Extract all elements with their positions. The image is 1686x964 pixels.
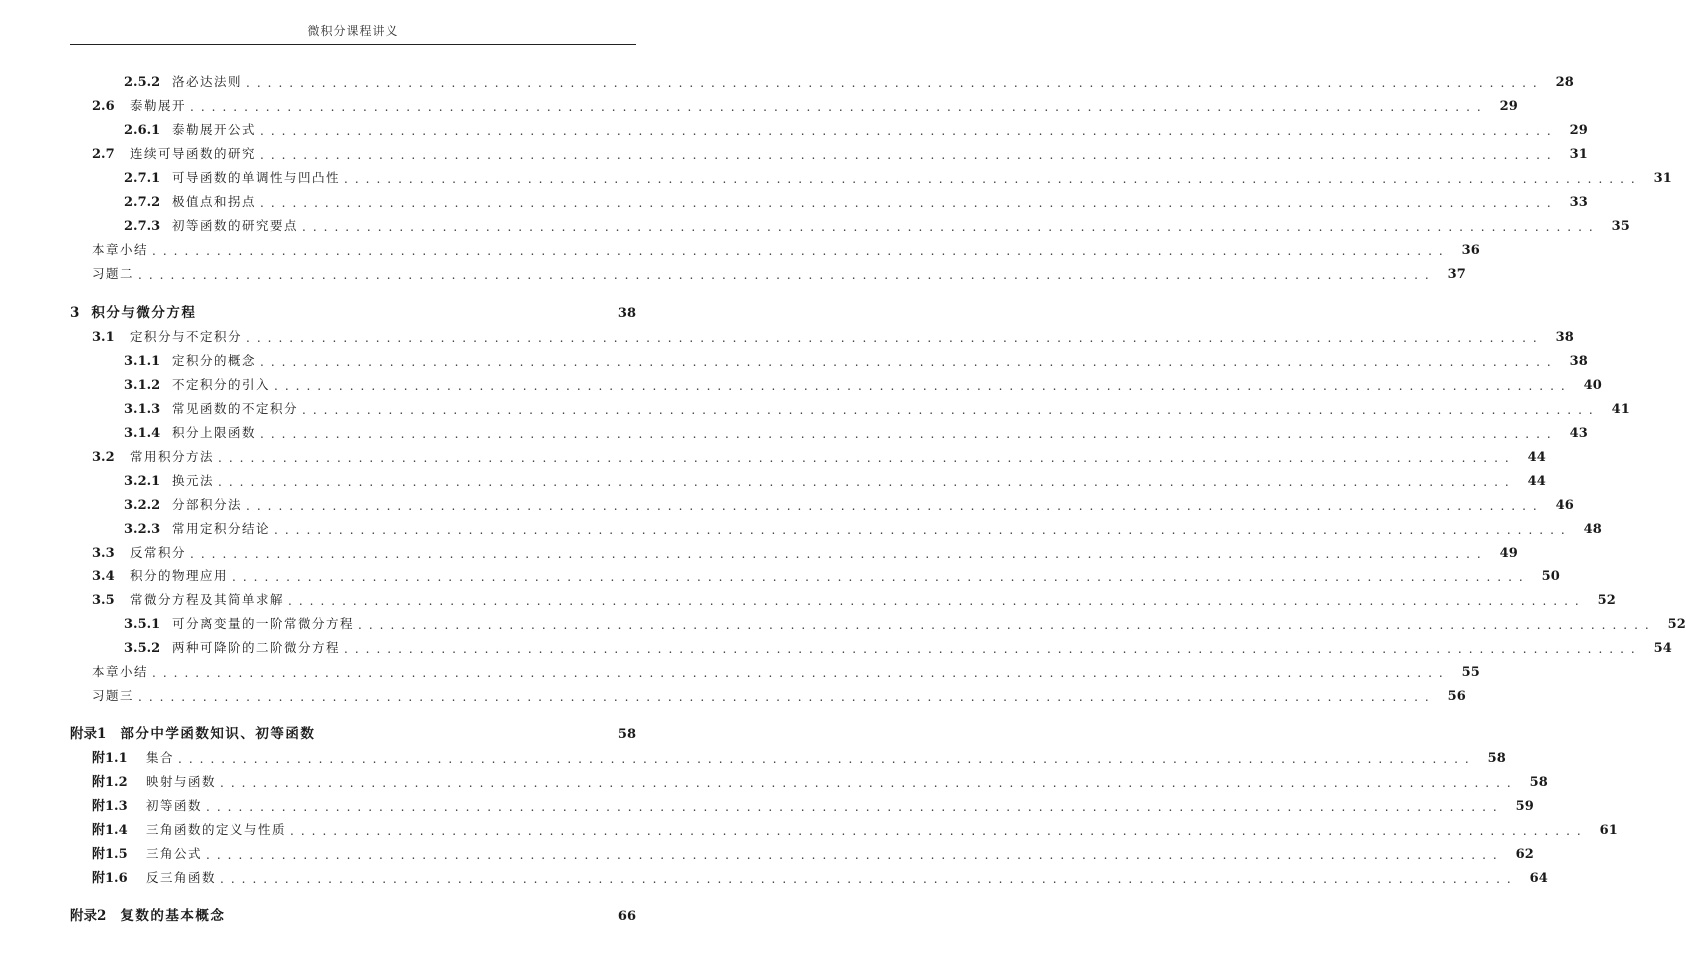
toc-section-entry[interactable] xyxy=(92,842,1534,862)
toc-entry-title: 复数的基本概念 xyxy=(120,908,226,924)
toc-dot-leader: ........................................................................................................................ xyxy=(290,824,1588,838)
toc-entry-title: 定积分与不定积分 xyxy=(130,329,243,344)
toc-page-number: 38 xyxy=(1569,354,1588,369)
toc-page-number: 44 xyxy=(1527,474,1546,489)
toc-entry-title: 积分与微分方程 xyxy=(91,305,197,321)
toc-section-entry[interactable] xyxy=(92,564,1560,584)
toc-page-number: 58 xyxy=(1529,775,1548,790)
toc-page-number: 50 xyxy=(1541,569,1560,584)
toc-entry-number: 3.3 xyxy=(92,546,115,561)
toc-section-entry[interactable] xyxy=(92,94,1518,114)
toc-dot-leader: ........................................................................................................................ xyxy=(232,570,1530,584)
toc-entry-title: 积分上限函数 xyxy=(172,425,257,440)
toc-subsection-entry[interactable] xyxy=(124,397,1630,417)
toc-entry-title: 换元法 xyxy=(172,473,215,488)
toc-entry-number: 3.2.2 xyxy=(124,498,161,513)
toc-entry-title: 习题二 xyxy=(92,266,135,281)
toc-entry-title: 本章小结 xyxy=(92,664,149,679)
toc-dot-leader: ........................................................................................................................ xyxy=(190,100,1488,114)
toc-chapter-entry[interactable] xyxy=(70,722,636,742)
toc-entry-title: 初等函数的研究要点 xyxy=(172,218,299,233)
toc-page-number: 40 xyxy=(1583,378,1602,393)
toc-entry-number: 3.4 xyxy=(92,569,115,584)
toc-section-entry[interactable] xyxy=(92,866,1548,886)
toc-entry-number: 附1.5 xyxy=(92,847,128,862)
toc-section-entry[interactable] xyxy=(92,794,1534,814)
toc-entry-number: 3.1 xyxy=(92,330,115,345)
toc-entry-title: 可分离变量的一阶常微分方程 xyxy=(172,616,355,631)
toc-entry-number: 3 xyxy=(70,305,80,321)
toc-entry-number: 附录1 xyxy=(70,726,107,742)
toc-page-number: 38 xyxy=(1555,330,1574,345)
toc-entry-number: 3.1.3 xyxy=(124,402,161,417)
toc-entry-title: 连续可导函数的研究 xyxy=(130,146,257,161)
toc-entry-title: 洛必达法则 xyxy=(172,74,243,89)
toc-entry-number: 2.7.3 xyxy=(124,219,161,234)
toc-section-entry[interactable] xyxy=(92,541,1518,561)
toc-entry-number: 附录2 xyxy=(70,908,107,924)
toc-dot-leader: ........................................................................................................................ xyxy=(138,690,1436,704)
toc-entry-number: 3.5.1 xyxy=(124,617,161,632)
toc-entry-title: 泰勒展开公式 xyxy=(172,122,257,137)
toc-entry-title: 分部积分法 xyxy=(172,497,243,512)
toc-dot-leader: ........................................................................................................................ xyxy=(246,331,1544,345)
toc-page-number: 54 xyxy=(1653,641,1672,656)
toc-page-number: 49 xyxy=(1499,546,1518,561)
toc-dot-leader: ........................................................................................................................ xyxy=(218,451,1516,465)
toc-page-number: 58 xyxy=(1487,751,1506,766)
toc-page-number: 61 xyxy=(1599,823,1618,838)
toc-entry-number: 3.1.2 xyxy=(124,378,161,393)
toc-section-entry[interactable] xyxy=(92,588,1616,608)
toc-dot-leader: ........................................................................................................................ xyxy=(302,220,1600,234)
toc-page-number: 28 xyxy=(1555,75,1574,90)
toc-page-number: 58 xyxy=(617,727,636,742)
toc-section-entry[interactable] xyxy=(92,262,1466,282)
toc-page-number: 48 xyxy=(1583,522,1602,537)
toc-entry-title: 常用积分方法 xyxy=(130,449,215,464)
toc-dot-leader: ........................................................................................................................ xyxy=(260,427,1558,441)
toc-subsection-entry[interactable] xyxy=(124,214,1630,234)
toc-dot-leader: ........................................................................................................................ xyxy=(260,124,1558,138)
toc-subsection-entry[interactable] xyxy=(124,70,1574,90)
toc-subsection-entry[interactable] xyxy=(124,349,1588,369)
toc-entry-title: 定积分的概念 xyxy=(172,353,257,368)
toc-page-number: 52 xyxy=(1667,617,1686,632)
toc-entry-title: 集合 xyxy=(146,750,175,765)
toc-dot-leader: ........................................................................................................................ xyxy=(288,594,1586,608)
toc-section-entry[interactable] xyxy=(92,142,1588,162)
toc-entry-title: 常微分方程及其简单求解 xyxy=(130,592,285,607)
toc-entry-number: 2.6 xyxy=(92,99,115,114)
toc-subsection-entry[interactable] xyxy=(124,612,1686,632)
toc-entry-number: 2.5.2 xyxy=(124,75,161,90)
toc-entry-title: 常用定积分结论 xyxy=(172,521,271,536)
toc-entry-title: 三角公式 xyxy=(146,846,203,861)
toc-entry-title: 部分中学函数知识、初等函数 xyxy=(120,726,316,742)
toc-chapter-entry[interactable] xyxy=(70,301,636,321)
toc-subsection-entry[interactable] xyxy=(124,118,1588,138)
toc-page-number: 37 xyxy=(1447,267,1466,282)
toc-entry-number: 附1.4 xyxy=(92,823,128,838)
toc-page-number: 64 xyxy=(1529,871,1548,886)
toc-dot-leader: ........................................................................................................................ xyxy=(206,800,1504,814)
toc-entry-number: 附1.2 xyxy=(92,775,128,790)
toc-subsection-entry[interactable] xyxy=(124,373,1602,393)
toc-entry-number: 3.1.4 xyxy=(124,426,161,441)
toc-page-number: 31 xyxy=(1653,171,1672,186)
toc-page-number: 41 xyxy=(1611,402,1630,417)
toc-entry-title: 可导函数的单调性与凹凸性 xyxy=(172,170,341,185)
toc-section-entry[interactable] xyxy=(92,770,1548,790)
toc-entry-number: 附1.3 xyxy=(92,799,128,814)
toc-page-number: 31 xyxy=(1569,147,1588,162)
toc-page-number: 55 xyxy=(1461,665,1480,680)
toc-entry-title: 极值点和拐点 xyxy=(172,194,257,209)
toc-section-entry[interactable] xyxy=(92,746,1506,766)
toc-dot-leader: ........................................................................................................................ xyxy=(344,642,1642,656)
toc-entry-number: 2.7 xyxy=(92,147,115,162)
toc-subsection-entry[interactable] xyxy=(124,190,1588,210)
toc-entry-number: 2.6.1 xyxy=(124,123,161,138)
toc-entry-title: 积分的物理应用 xyxy=(130,568,229,583)
toc-entry-title: 泰勒展开 xyxy=(130,98,187,113)
toc-dot-leader: ........................................................................................................................ xyxy=(260,355,1558,369)
toc-entry-title: 初等函数 xyxy=(146,798,203,813)
toc-page-number: 35 xyxy=(1611,219,1630,234)
toc-page-number: 29 xyxy=(1569,123,1588,138)
running-header: 微积分课程讲义 xyxy=(307,24,399,38)
toc-subsection-entry[interactable] xyxy=(124,166,1672,186)
toc-entry-title: 习题三 xyxy=(92,688,135,703)
toc-dot-leader: ........................................................................................................................ xyxy=(274,379,1572,393)
toc-dot-leader: ........................................................................................................................ xyxy=(138,268,1436,282)
toc-page-number: 66 xyxy=(617,909,636,924)
toc-entry-number: 3.5 xyxy=(92,593,115,608)
toc-page-number: 56 xyxy=(1447,689,1466,704)
toc-dot-leader: ........................................................................................................................ xyxy=(302,403,1600,417)
toc-subsection-entry[interactable] xyxy=(124,517,1602,537)
toc-dot-leader: ........................................................................................................................ xyxy=(178,752,1476,766)
toc-entry-number: 附1.6 xyxy=(92,871,128,886)
toc-dot-leader: ........................................................................................................................ xyxy=(218,475,1516,489)
toc-dot-leader: ........................................................................................................................ xyxy=(206,848,1504,862)
toc-dot-leader: ........................................................................................................................ xyxy=(358,618,1656,632)
toc-subsection-entry[interactable] xyxy=(124,636,1672,656)
toc-dot-leader: ........................................................................................................................ xyxy=(220,872,1518,886)
toc-page-number: 46 xyxy=(1555,498,1574,513)
toc-entry-number: 2.7.1 xyxy=(124,171,161,186)
toc-section-entry[interactable] xyxy=(92,818,1618,838)
toc-page-number: 43 xyxy=(1569,426,1588,441)
toc-entry-number: 3.2 xyxy=(92,450,115,465)
toc-entry-title: 两种可降阶的二阶微分方程 xyxy=(172,640,341,655)
toc-section-entry[interactable] xyxy=(92,325,1574,345)
toc-entry-title: 常见函数的不定积分 xyxy=(172,401,299,416)
toc-entry-number: 3.2.1 xyxy=(124,474,161,489)
toc-dot-leader: ........................................................................................................................ xyxy=(152,666,1450,680)
toc-entry-number: 3.2.3 xyxy=(124,522,161,537)
toc-dot-leader: ........................................................................................................................ xyxy=(190,547,1488,561)
toc-dot-leader: ........................................................................................................................ xyxy=(220,776,1518,790)
toc-subsection-entry[interactable] xyxy=(124,421,1588,441)
toc-entry-title: 反常积分 xyxy=(130,545,187,560)
toc-page-number: 38 xyxy=(617,306,636,321)
toc-entry-number: 3.5.2 xyxy=(124,641,161,656)
toc-page-number: 44 xyxy=(1527,450,1546,465)
toc-entry-number: 3.1.1 xyxy=(124,354,161,369)
toc-page-number: 33 xyxy=(1569,195,1588,210)
toc-page-number: 52 xyxy=(1597,593,1616,608)
toc-section-entry[interactable] xyxy=(92,445,1546,465)
toc-dot-leader: ........................................................................................................................ xyxy=(246,76,1544,90)
toc-entry-title: 本章小结 xyxy=(92,242,149,257)
toc-dot-leader: ........................................................................................................................ xyxy=(260,148,1558,162)
toc-dot-leader: ........................................................................................................................ xyxy=(260,196,1558,210)
toc-dot-leader: ........................................................................................................................ xyxy=(274,523,1572,537)
toc-page-number: 29 xyxy=(1499,99,1518,114)
toc-entry-title: 反三角函数 xyxy=(146,870,217,885)
toc-chapter-entry[interactable] xyxy=(70,904,636,924)
toc-subsection-entry[interactable] xyxy=(124,493,1574,513)
toc-entry-title: 映射与函数 xyxy=(146,774,217,789)
toc-page-number: 36 xyxy=(1461,243,1480,258)
toc-section-entry[interactable] xyxy=(92,684,1466,704)
toc-entry-number: 附1.1 xyxy=(92,751,128,766)
toc-dot-leader: ........................................................................................................................ xyxy=(344,172,1642,186)
toc-section-entry[interactable] xyxy=(92,660,1480,680)
toc-subsection-entry[interactable] xyxy=(124,469,1546,489)
toc-entry-number: 2.7.2 xyxy=(124,195,161,210)
toc-page-number: 62 xyxy=(1515,847,1534,862)
toc-entry-title: 不定积分的引入 xyxy=(172,377,271,392)
toc-page-number: 59 xyxy=(1515,799,1534,814)
toc-dot-leader: ........................................................................................................................ xyxy=(152,244,1450,258)
toc-dot-leader: ........................................................................................................................ xyxy=(246,499,1544,513)
toc-section-entry[interactable] xyxy=(92,238,1480,258)
toc-entry-title: 三角函数的定义与性质 xyxy=(146,822,287,837)
